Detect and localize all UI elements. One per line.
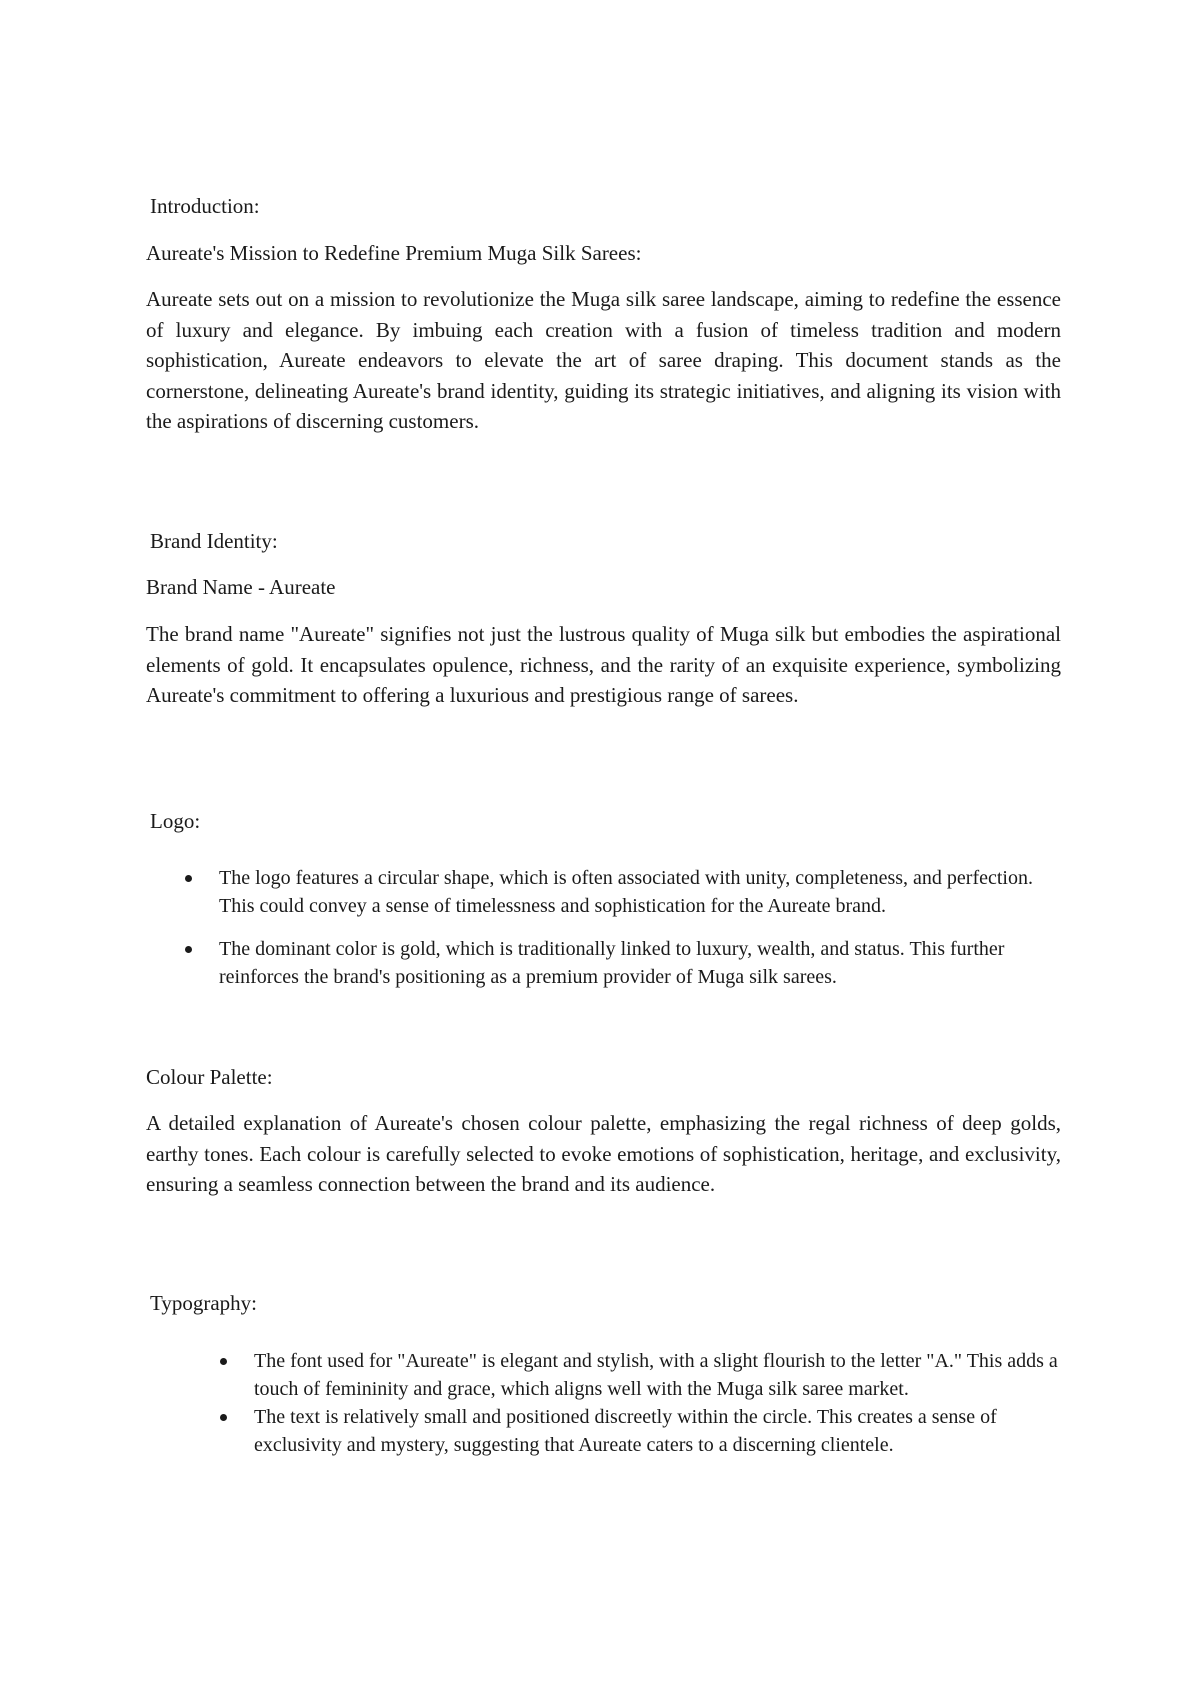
brand-identity-paragraph: The brand name "Aureate" signifies not just the lustrous quality of Muga silk but embodies the aspirational elements of gold. It encapsulates opulence, richness, and the rarity of an exquisite experience, symbolizing Aureate's commitment to offering a luxurious and prestigious range of sarees. <box>146 622 1061 707</box>
typography-bullet-list <box>185 1347 1060 1459</box>
introduction-heading: Introduction: <box>150 194 260 218</box>
typography-bullet-2: The text is relatively small and positioned discreetly within the circle. This creates a sense of exclusivity and mystery, suggesting that Aureate caters to a discerning clientele. <box>185 1403 1060 1459</box>
logo-bullet-2: The dominant color is gold, which is traditionally linked to luxury, wealth, and status. This further reinforces the brand's positioning as a premium provider of Muga silk sarees. <box>150 935 1060 991</box>
logo-bullet-1: The logo features a circular shape, which is often associated with unity, completeness, and perfection. This could convey a sense of timelessness and sophistication for the Aureate brand. <box>150 864 1060 920</box>
brand-identity-heading: Brand Identity: <box>150 529 278 553</box>
brand-name-subheading: Brand Name - Aureate <box>146 575 336 599</box>
typography-heading: Typography: <box>150 1291 258 1315</box>
typography-bullet-1: The font used for "Aureate" is elegant and stylish, with a slight flourish to the letter "A." This adds a touch of femininity and grace, which aligns well with the Muga silk saree market. <box>185 1347 1060 1403</box>
logo-heading: Logo: <box>150 809 201 833</box>
logo-bullet-list <box>150 864 1060 991</box>
colour-palette-paragraph: A detailed explanation of Aureate's chosen colour palette, emphasizing the regal richness of deep golds, earthy tones. Each colour is carefully selected to evoke emotions of sophistication, heritage, and exclusivity, ensuring a seamless connection between the brand and its audience. <box>146 1111 1061 1196</box>
introduction-subheading: Aureate's Mission to Redefine Premium Muga Silk Sarees: <box>146 241 642 265</box>
introduction-paragraph: Aureate sets out on a mission to revolutionize the Muga silk saree landscape, aiming to redefine the essence of luxury and elegance. By imbuing each creation with a fusion of timeless tradition and modern sophistication, Aureate endeavors to elevate the art of saree draping. This document stands as the cornerstone, delineating Aureate's brand identity, guiding its strategic initiatives, and aligning its vision with the aspirations of discerning customers. <box>146 287 1061 433</box>
colour-palette-heading: Colour Palette: <box>146 1065 273 1089</box>
